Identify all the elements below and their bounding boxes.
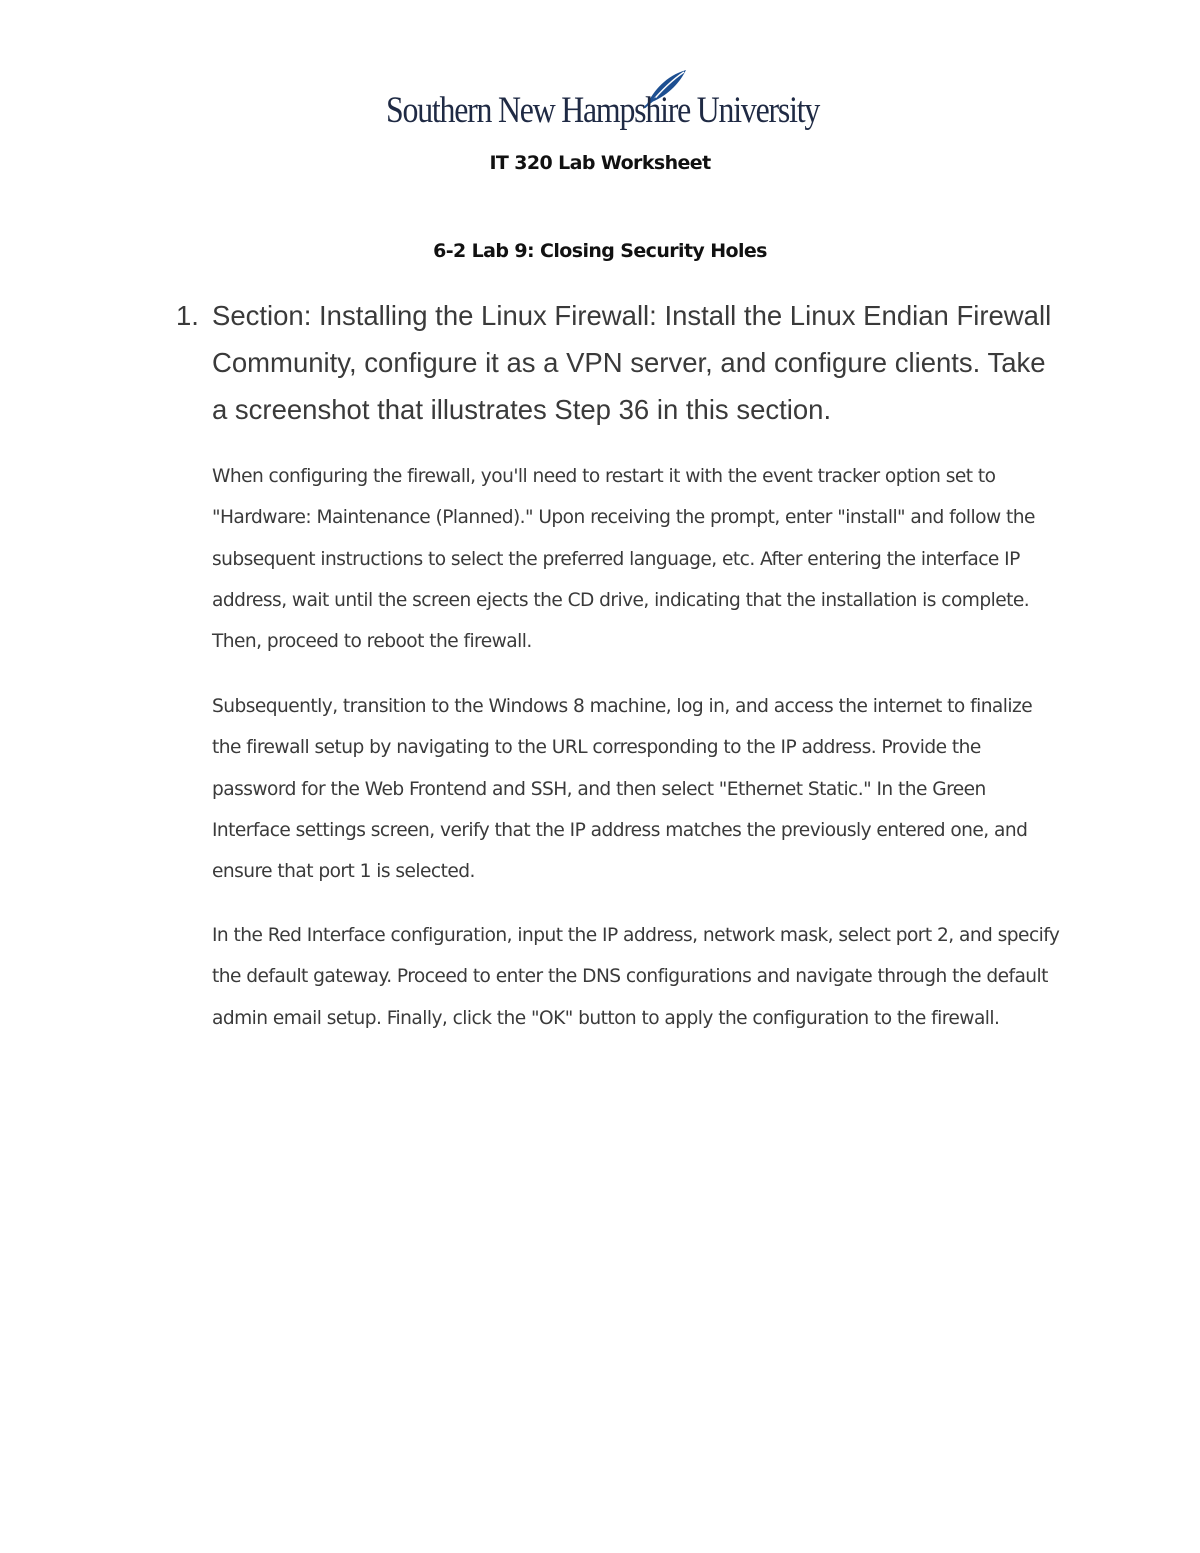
question-number: 1.	[176, 300, 199, 331]
university-logo	[386, 68, 820, 134]
logo-wordmark: Southern New Hampshire University	[386, 90, 820, 131]
document-subtitle: 6-2 Lab 9: Closing Security Holes	[433, 240, 767, 262]
answer-paragraph: When configuring the firewall, you'll need to restart it with the event tracker option set to "Hardware: Maintenance (Planned)." Upon receiving the prompt, enter "install" and follow the subsequent instructions to select the preferred language, etc. After entering the interface IP address, wait until the screen ejects the CD drive, indicating that the installation is complete. Then, proceed to reboot the firewall.	[212, 466, 1035, 653]
question-text: Section: Installing the Linux Firewall: Install the Linux Endian Firewall Community, configure it as a VPN server, and configure clients. Take a screenshot that illustrates Step 36 in this section.	[212, 300, 1052, 425]
answer-paragraph: In the Red Interface configuration, input the IP address, network mask, select port 2, and specify the default gateway. Proceed to enter the DNS configurations and navigate through the default admin email setup. Finally, click the "OK" button to apply the configuration to the firewall.	[212, 925, 1060, 1029]
answer-paragraph: Subsequently, transition to the Windows 8 machine, log in, and access the internet to finalize the firewall setup by navigating to the URL corresponding to the IP address. Provide the password for the Web Frontend and SSH, and then select "Ethernet Static." In the Green Interface settings screen, verify that the IP address matches the previously entered one, and ensure that port 1 is selected.	[212, 696, 1033, 883]
document-title: IT 320 Lab Worksheet	[489, 152, 711, 174]
question-item	[176, 292, 1056, 433]
